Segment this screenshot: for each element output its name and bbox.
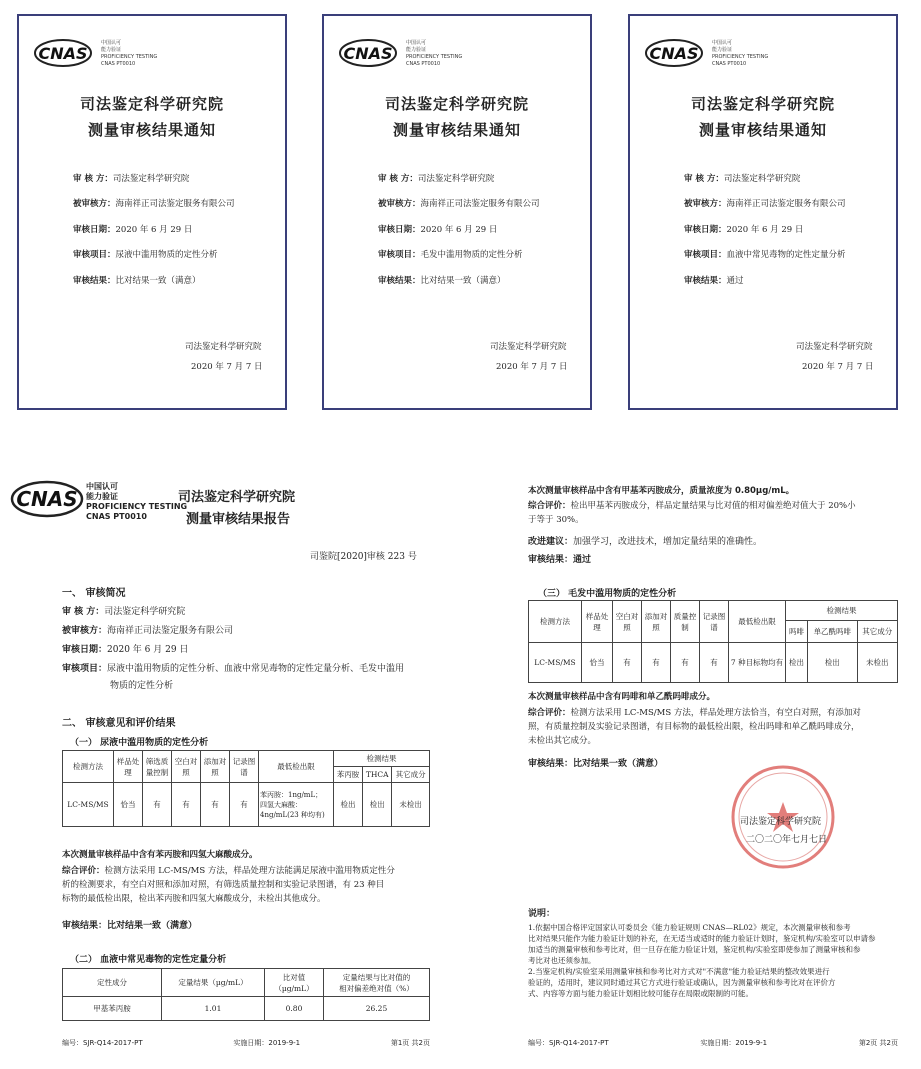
cert-title-1: 司法鉴定科学研究院 [690,95,835,113]
cert-title-2: 测量审核结果通知 [87,121,216,139]
cert-result: 审核结果：比对结果一致（满意） [73,276,201,286]
svg-text:CNAS: CNAS [343,44,393,63]
signature-org: 司法鉴定科学研究院 [740,817,822,827]
cert-result: 审核结果：比对结果一致（满意） [378,276,506,286]
svg-text:CNAS: CNAS [649,44,699,63]
improve-suggestion: 改进建议：加强学习，改进技术，增加定量结果的准确性。 [528,537,763,547]
cert-result: 审核结果：通过 [684,276,744,286]
footer-code: 编号：SJR-Q14-2017-PT [62,1039,143,1047]
hair-evaluation: 综合评价：检测方法采用 LC-MS/MS 方法，样品处理方法恰当，有空白对照，有添加对 照，有质量控制及实验记录图谱，有目标物的最低检出限，检出吗啡和单乙酰吗啡成分， 未检出其它成分。 [528,708,861,746]
cert-date: 审核日期：2020 年 6 月 29 日 [73,225,193,235]
blood-result: 审核结果：通过 [528,555,592,565]
subsection-1-heading: （一） 尿液中滥用物质的定性分析 [70,738,209,748]
cert-date: 审核日期：2020 年 6 月 29 日 [378,225,498,235]
report-page-2 [466,466,911,1056]
footer-page: 第1页 共2页 [390,1039,430,1047]
cert-reviewed: 被审核方：海南祥正司法鉴定服务有限公司 [378,199,540,209]
report-title-1: 司法鉴定科学研究院 [178,490,296,505]
cert-org: 中国认可 能力验证 PROFICIENCY TESTING CNAS PT0010 [712,40,769,67]
footer-date: 实施日期：2019-9-1 [700,1039,768,1047]
report-page-1 [10,466,455,1056]
notes-body: 1.依据中国合格评定国家认可委员会《能力验证规则 CNAS—RL02》规定，本次测量审核和参考 比对结果只能作为能力验证计划的补充，在无适当或适时的能力验证计划时，鉴定机构/实验室可以申请参 加适当的测量审核和参考比对，但一旦存在能力验证计划，鉴定机构/实验室即使参加了测量审核和参 考比对也还须参加。 2.当鉴定机构/实验室采用测量审核和参考比对方式对"不满意"能力验证结果的整改效果进行 验证的，适用时，建议同时通过其它方式进行验证或确认，因为测量审核和参考比对在评价方 式、内容等方面与能力验证计划相比较可能存在局限或限制的可能。 [528,923,876,998]
cert-reviewed: 被审核方：海南祥正司法鉴定服务有限公司 [684,199,846,209]
subsection-2-heading: （二） 血液中常见毒物的定性定量分析 [70,955,227,965]
cnas-logo [33,38,93,68]
cert-reviewed: 被审核方：海南祥正司法鉴定服务有限公司 [73,199,235,209]
cert-title-2: 测量审核结果通知 [698,121,827,139]
cnas-logo [10,480,84,518]
report-org-line: PROFICIENCY TESTING [86,502,188,511]
cert-date: 审核日期：2020 年 6 月 29 日 [684,225,804,235]
cert-title-1: 司法鉴定科学研究院 [79,95,224,113]
certificate-card [322,14,592,410]
hair-results-table: 检测方法 样品处理 空白对照 添加对照 质量控制 记录图谱 最低检出限 检测结果 吗啡 单乙酰吗啡 其它成分 LC-MS/MS 恰当 有 有 有 有 7 种目标物均有 检出 检出 未检出 [528,600,898,683]
cert-sign-date: 2020 年 7 月 7 日 [802,362,874,372]
urine-result: 审核结果：比对结果一致（满意） [62,921,198,931]
cert-sign-date: 2020 年 7 月 7 日 [191,362,263,372]
signature-date: 二〇二〇年七月七日 [746,835,828,845]
cert-item: 审核项目：尿液中滥用物质的定性分析 [73,250,218,260]
cert-reviewer: 审 核 方：司法鉴定科学研究院 [684,174,801,184]
cnas-logo [644,38,704,68]
blood-results-table: 定性成分 定量结果（µg/mL） 比对值 （µg/mL） 定量结果与比对值的 相对偏差绝对值（%） 甲基苯丙胺 1.01 0.80 26.25 [62,968,430,1021]
report-org-line: 中国认可 [86,482,118,491]
blood-evaluation: 综合评价：检出甲基苯丙胺成分，样品定量结果与比对值的相对偏差绝对值大于 20%小 于等于 30%。 [528,501,856,525]
cert-title-2: 测量审核结果通知 [392,121,521,139]
report-org-line: CNAS PT0010 [86,512,147,521]
cert-reviewer: 审 核 方：司法鉴定科学研究院 [73,174,190,184]
report-org-line: 能力验证 [86,492,118,501]
svg-text:CNAS: CNAS [38,44,88,63]
subsection-3-heading: （三） 毛发中滥用物质的定性分析 [538,589,677,599]
urine-results-table: 检测方法 样品处理 筛选质量控制 空白对照 添加对照 记录图谱 最低检出限 检测结果 苯丙胺 THCA 其它成分 LC-MS/MS 恰当 有 有 有 有 苯丙胺：1ng/mL； 四氢大麻酸： 4ng/mL(23 种均有) 检出 检出 未检出 [62,750,430,827]
report-items-cont: 物质的定性分析 [110,681,174,691]
certificate-card [628,14,898,410]
footer-code: 编号：SJR-Q14-2017-PT [528,1039,609,1047]
cert-reviewer: 审 核 方：司法鉴定科学研究院 [378,174,495,184]
report-reviewed: 被审核方：海南祥正司法鉴定服务有限公司 [62,626,234,636]
cert-item: 审核项目：血液中常见毒物的定性定量分析 [684,250,846,260]
cnas-logo [338,38,398,68]
footer-page: 第2页 共2页 [858,1039,898,1047]
svg-text:CNAS: CNAS [16,487,78,511]
report-date: 审核日期：2020 年 6 月 29 日 [62,645,189,655]
urine-evaluation: 综合评价：检测方法采用 LC-MS/MS 方法，样品处理方法能满足尿液中滥用物质定性分 析的检测要求，有空白对照和添加对照，有筛选质量控制和实验记录图谱，有 23 种目 标物的最低检出限，检出苯丙胺和四氢大麻酸成分，未检出其他成分。 [62,866,395,904]
report-items: 审核项目：尿液中滥用物质的定性分析、血液中常见毒物的定性定量分析、毛发中滥用 [62,664,405,674]
blood-note: 本次测量审核样品中含有甲基苯丙胺成分，质量浓度为 0.80µg/mL。 [528,486,795,496]
section-2-heading: 二、 审核意见和评价结果 [62,718,176,729]
cert-title-1: 司法鉴定科学研究院 [384,95,529,113]
report-doc-no: 司鉴院[2020]审核 223 号 [310,552,417,562]
hair-result: 审核结果：比对结果一致（满意） [528,759,664,769]
cert-sign-org: 司法鉴定科学研究院 [796,342,873,352]
cert-org: 中国认可 能力验证 PROFICIENCY TESTING CNAS PT0010 [406,40,463,67]
cert-sign-org: 司法鉴定科学研究院 [185,342,262,352]
cert-sign-date: 2020 年 7 月 7 日 [496,362,568,372]
cert-sign-org: 司法鉴定科学研究院 [490,342,567,352]
hair-note: 本次测量审核样品中含有吗啡和单乙酰吗啡成分。 [528,692,716,702]
footer-date: 实施日期：2019-9-1 [233,1039,301,1047]
certificate-card [17,14,287,410]
cert-org: 中国认可 能力验证 PROFICIENCY TESTING CNAS PT0010 [101,40,158,67]
report-title-2: 测量审核结果报告 [186,512,291,527]
notes-title: 说明： [528,909,556,919]
cert-item: 审核项目：毛发中滥用物质的定性分析 [378,250,523,260]
urine-note: 本次测量审核样品中含有苯丙胺和四氢大麻酸成分。 [62,850,258,860]
section-1-heading: 一、 审核简况 [62,588,126,599]
report-reviewer: 审 核 方：司法鉴定科学研究院 [62,607,186,617]
